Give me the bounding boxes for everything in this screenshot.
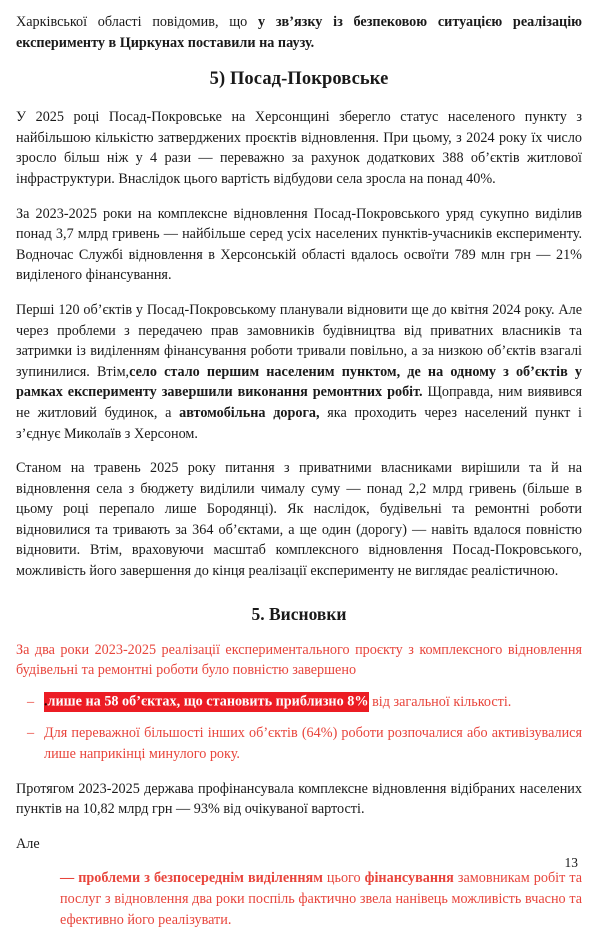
paragraph3-bold1: село стало першим населеним пунктом, де на одному з об’єктів у рамках експерименту завершили виконання ремонтних робіт. xyxy=(16,363,582,401)
section-heading-posad-pokrovske: 5) Посад-Покровське xyxy=(209,69,389,90)
paragraph3-part3: яка проходить через населений пункт і з’єднує Миколаїв з Херсоном. xyxy=(16,404,582,442)
paragraph3-bold2: автомобільна дорога, xyxy=(179,404,320,421)
page-number: 13 xyxy=(564,855,578,870)
highlighted-statistic-text: лише на 58 об’єктах, що становить приблизно 8% xyxy=(47,693,369,710)
bullet-dash-icon: – xyxy=(27,693,35,710)
final-bullet-mid: цього xyxy=(322,870,365,887)
conclusions-bullet-2-text: Для переважної більшості інших об’єктів (64%) роботи розпочалися або активізувалися лише наприкінці минулого року. xyxy=(44,725,582,763)
conclusions-bullet-item-2 xyxy=(16,723,582,764)
final-bullet-paragraph xyxy=(16,868,582,930)
section-paragraph-4: Станом на травень 2025 року питання з приватними власниками вирішили та й на відновлення села з бюджету виділили чималу суму — понад 2,2 млрд гривень (більше в цьому році перепало лише Бородянці). Як наслідок, будівельні та ремонтні роботи відновилися та тривають за 364 об’єктами, а ще один (дорогу) — навіть вдалося повністю відновити. Втім, враховуючи масштаб комплексного відновлення Посад-Покровського, можливість його завершення до кінця реалізації експерименту не виглядає реалістичною. xyxy=(16,460,582,580)
bullet-dash-icon: – xyxy=(27,725,35,742)
paragraph3-part1: Перші 120 об’єктів у Посад-Покровському планували відновити ще до квітня 2024 року. Але через проблеми з передачею прав замовників будівництва від приватних власників та затримки із виділенням фінансування роботи тривали повільно, а за низкою об’єктів взагалі зупинилися. Втім, xyxy=(16,301,582,380)
section-paragraph-1: У 2025 році Посад-Покровське на Херсонщині зберегло статус населеного пункту з найбільшою кількістю затверджених проєктів відновлення. При цьому, з 2024 року їх число зросло більш ніж у 4 рази — переважно за рахунок додаткових 388 об’єктів житлової інфраструктури. Внаслідок цього вартість відбудови села зросла на понад 40%. xyxy=(16,109,582,187)
highlight-lead-mark: . xyxy=(44,693,48,710)
conclusions-heading: 5. Висновки xyxy=(251,603,347,624)
intro-paragraph xyxy=(16,12,582,53)
final-bullet-bold1: проблеми з безпосереднім виділенням xyxy=(78,870,323,887)
but-word: Але xyxy=(16,835,40,852)
final-bullet-emdash-icon: — xyxy=(60,870,75,887)
conclusions-bullet-1-text xyxy=(44,692,582,713)
conclusions-bullet-list xyxy=(16,692,582,765)
funding-paragraph: Протягом 2023-2025 держава профінансувала комплексне відновлення відібраних населених пунктів на 10,82 млрд грн — 93% від очікуваної вартості. xyxy=(16,780,582,818)
paragraph3-part2: Щоправда, ним виявився не житловий будинок, а xyxy=(16,384,582,421)
section-paragraph-3 xyxy=(16,300,582,444)
conclusions-bullet-1-tail: від загальної кількості. xyxy=(368,693,512,710)
intro-lead-text: Харківської області повідомив, що xyxy=(16,14,259,30)
final-bullet-tail: замовникам робіт та послуг з відновлення два роки поспіль фактично звела нанівець можливість вчасно та ефективно його реалізувати. xyxy=(60,870,583,928)
section-paragraph-2: За 2023-2025 роки на комплексне відновлення Посад-Покровського уряд сукупно виділив понад 3,7 млрд гривень — найбільше серед усіх населених пунктів-учасників експерименту. Водночас Службі відновлення в Херсонській області вдалось освоїти 789 млн грн — 21% виділеного фінансування. xyxy=(16,205,582,284)
conclusions-bullet-item-1 xyxy=(16,692,582,713)
final-bullet-bold2: фінансування xyxy=(364,870,454,887)
conclusions-intro-paragraph: За два роки 2023-2025 реалізації експериментального проєкту з комплексного відновлення будівельні та ремонтні роботи було повністю завершено xyxy=(16,641,582,679)
intro-bold-text: у зв’язку із безпековою ситуацією реалізацію експерименту в Циркунах поставили на паузу. xyxy=(16,14,582,51)
